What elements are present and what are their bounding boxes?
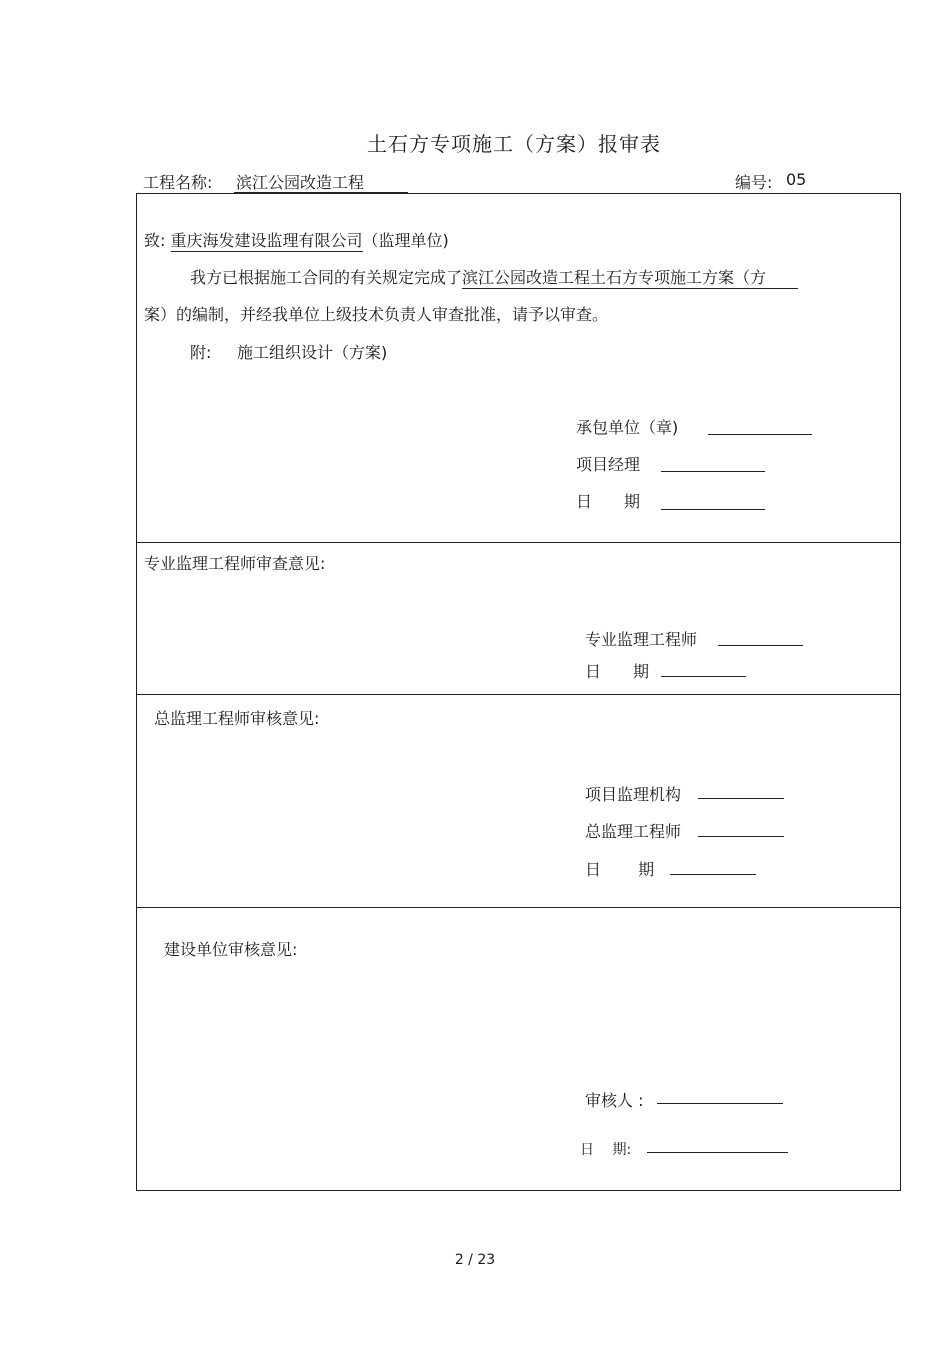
section-divider: [137, 694, 900, 695]
date-line: [647, 1152, 788, 1153]
specialist-review-heading: 专业监理工程师审查意见:: [144, 554, 326, 573]
date-line: [661, 676, 746, 677]
chief-engineer-label: 总监理工程师: [585, 822, 682, 841]
reviewer-label: 审核人 :: [585, 1091, 644, 1110]
project-name-label: 工程名称:: [143, 173, 213, 192]
statement-line-1: [190, 265, 798, 289]
specialist-engineer-label: 专业监理工程师: [585, 630, 698, 649]
form-title: 土石方专项施工（方案）报审表: [367, 132, 661, 156]
chief-engineer-signature-line: [698, 836, 784, 837]
section-divider: [137, 907, 900, 908]
addressee-label: 致:: [144, 231, 166, 250]
specialist-engineer-signature-line: [718, 645, 803, 646]
date-line: [661, 509, 765, 510]
attachment-label: 附:: [190, 343, 212, 362]
supervision-org-label: 项目监理机构: [585, 785, 682, 804]
statement-line-2: 案）的编制，并经我单位上级技术负责人审查批准，请予以审查。: [144, 305, 609, 324]
project-manager-signature-line: [661, 471, 765, 472]
date-label: 日 期: [585, 662, 650, 681]
date-label: 日 期:: [580, 1142, 632, 1158]
addressee-line: [144, 228, 449, 252]
contractor-signature-line: [708, 434, 812, 435]
project-name-value: 滨江公园改造工程: [236, 173, 365, 192]
chief-review-heading: 总监理工程师审核意见:: [154, 709, 320, 728]
date-line: [670, 874, 756, 875]
addressee-value: 重庆海发建设监理有限公司: [171, 228, 363, 252]
statement-prefix: 我方已根据施工合同的有关规定完成了: [190, 268, 463, 287]
owner-review-heading: 建设单位审核意见:: [164, 940, 298, 959]
form-number-value: 05: [786, 170, 807, 189]
form-number-label: 编号:: [735, 173, 773, 192]
project-manager-label: 项目经理: [576, 455, 641, 474]
section-divider: [137, 542, 900, 543]
scheme-name-value: 滨江公园改造工程土石方专项施工方案（方: [462, 265, 798, 289]
attachment-value: 施工组织设计（方案): [237, 343, 388, 362]
contractor-label: 承包单位（章): [576, 418, 679, 437]
page-number: 2 / 23: [454, 1252, 496, 1268]
date-label: 日 期: [585, 860, 655, 879]
reviewer-signature-line: [657, 1103, 783, 1104]
addressee-suffix: （监理单位): [362, 231, 449, 250]
date-label: 日 期: [576, 492, 641, 511]
supervision-org-signature-line: [698, 798, 784, 799]
